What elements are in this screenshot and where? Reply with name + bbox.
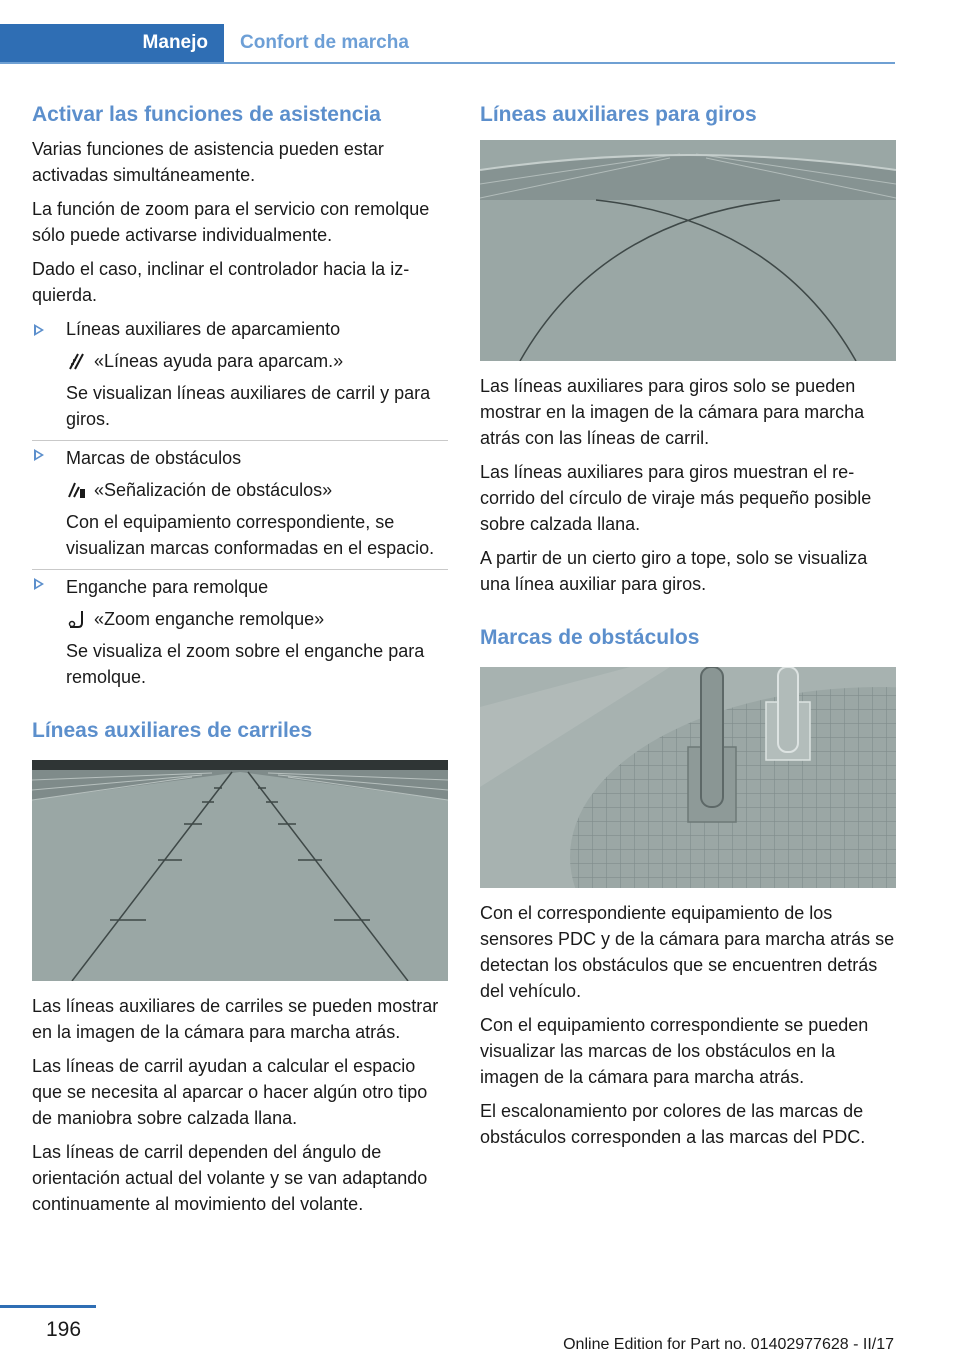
menu-entry-label: «Líneas ayuda para aparcam.» [94, 351, 344, 371]
list-item-text: Se visualiza el zoom sobre el enganche para remolque. [66, 641, 425, 687]
left-column [32, 100, 448, 1225]
right-column [480, 100, 896, 1158]
chapter-tab [0, 24, 224, 62]
parking-lines-icon [66, 350, 88, 372]
list-item-label: Líneas auxiliares de aparcamiento [66, 319, 341, 339]
turning-lines-camera-image [480, 140, 896, 361]
paragraph: Varias funciones de asistencia pueden estar activadas simultáneamente. [32, 139, 384, 185]
bullet-triangle-icon [34, 324, 44, 336]
obstacle-marks-icon [66, 479, 88, 501]
edition-note: Online Edition for Part no. 01402977628 - II/17 [563, 1336, 894, 1353]
menu-entry [66, 477, 448, 503]
paragraph: Las líneas auxiliares de carriles se pueden mostrar en la imagen de la cámara para marcha atrás. [32, 996, 439, 1042]
page-header [0, 24, 895, 64]
paragraph: El escalonamiento por colores de las marcas de obstáculos corresponden a las marcas del PDC. [480, 1101, 866, 1147]
menu-entry-label: «Zoom enganche remolque» [94, 609, 325, 629]
section-tab: Confort de marcha [240, 32, 409, 53]
bullet-triangle-icon [34, 449, 44, 461]
lane-lines-camera-image [32, 760, 448, 981]
function-list [32, 316, 448, 690]
list-item-text: Se visualizan líneas auxiliares de carril y para giros. [66, 383, 431, 429]
paragraph: Las líneas de carril ayudan a calcular el espacio que se necesita al aparcar o hacer algún otro tipo de maniobra sobre calzada llana. [32, 1056, 428, 1128]
obstacle-marks-camera-image [480, 667, 896, 888]
chapter-label: Manejo [142, 32, 208, 53]
section-title: Marcas de obstáculos [480, 626, 700, 649]
trailer-hitch-icon [66, 608, 88, 630]
paragraph: Con el equipamiento correspondiente se pueden visualizar las marcas de los obstáculos en la imagen de la cámara para marcha atrás. [480, 1015, 869, 1087]
paragraph: Las líneas de carril dependen del ángulo de orientación actual del volante y se van adaptando continuamente al movimiento del volante. [32, 1142, 428, 1214]
list-item-label: Marcas de obstáculos [66, 448, 242, 468]
section-title: Líneas auxiliares de carriles [32, 719, 313, 742]
paragraph: Con el correspondiente equipamiento de los sensores PDC y de la cámara para marcha atrás se detectan los obstáculos que se encuentren detrás del vehículo. [480, 903, 895, 1001]
section-title: Activar las funciones de asistencia [32, 103, 381, 126]
section-title: Líneas auxiliares para giros [480, 103, 757, 126]
list-item [32, 316, 448, 432]
list-item [32, 569, 448, 690]
paragraph: A partir de un cierto giro a tope, solo se visualiza una línea auxiliar para giros. [480, 548, 868, 594]
list-item-label: Enganche para remolque [66, 577, 269, 597]
bullet-triangle-icon [34, 578, 44, 590]
paragraph: La función de zoom para el servicio con remolque sólo puede activarse individualmente. [32, 199, 430, 245]
paragraph: Las líneas auxiliares para giros muestran el recorrido del círculo de viraje más pequeño posible sobre calzada llana. [480, 462, 872, 534]
footer-rule [0, 1305, 96, 1308]
list-item-text: Con el equipamiento correspondiente, se visualizan marcas conformadas en el espacio. [66, 512, 435, 558]
menu-entry [66, 606, 448, 632]
page-number: 196 [46, 1318, 82, 1341]
list-item [32, 440, 448, 561]
menu-entry-label: «Señalización de obstáculos» [94, 480, 333, 500]
paragraph: Dado el caso, inclinar el controlador hacia la izquierda. [32, 259, 410, 305]
menu-entry [66, 348, 448, 374]
paragraph: Las líneas auxiliares para giros solo se pueden mostrar en la imagen de la cámara para marcha atrás con las líneas de carril. [480, 376, 865, 448]
